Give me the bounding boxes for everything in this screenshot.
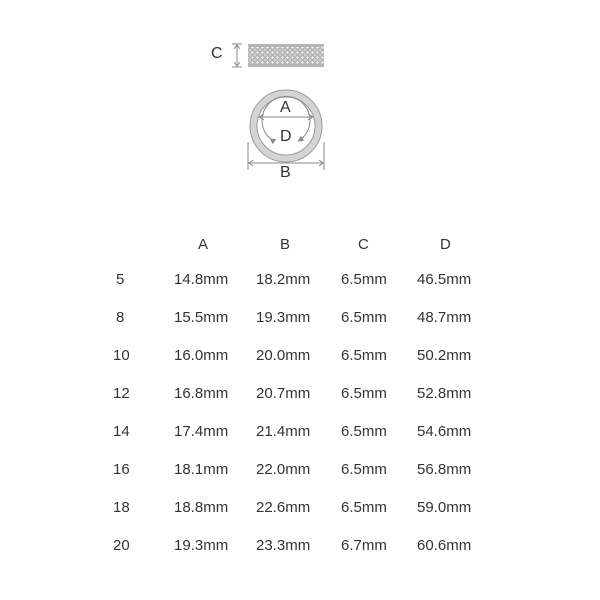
header-b: B bbox=[280, 236, 291, 253]
header-d: D bbox=[440, 236, 451, 253]
size-cell: 16 bbox=[113, 461, 130, 478]
table-row bbox=[0, 385, 600, 407]
header-c: C bbox=[358, 236, 369, 253]
a-cell: 14.8mm bbox=[174, 271, 229, 288]
size-cell: 10 bbox=[113, 347, 130, 364]
ring-illustration bbox=[0, 0, 600, 200]
table-row bbox=[0, 499, 600, 521]
c-cell: 6.5mm bbox=[341, 309, 387, 326]
label-c: C bbox=[211, 45, 223, 62]
c-cell: 6.5mm bbox=[341, 347, 387, 364]
table-row bbox=[0, 537, 600, 559]
table-row bbox=[0, 461, 600, 483]
a-cell: 16.0mm bbox=[174, 347, 229, 364]
size-cell: 8 bbox=[116, 309, 125, 326]
table-row bbox=[0, 423, 600, 445]
b-cell: 20.0mm bbox=[256, 347, 311, 364]
size-cell: 20 bbox=[113, 537, 130, 554]
b-cell: 21.4mm bbox=[256, 423, 311, 440]
table-row bbox=[0, 309, 600, 331]
table-header bbox=[0, 236, 600, 258]
d-cell: 60.6mm bbox=[417, 537, 472, 554]
d-cell: 56.8mm bbox=[417, 461, 472, 478]
b-cell: 23.3mm bbox=[256, 537, 311, 554]
size-cell: 18 bbox=[113, 499, 130, 516]
label-b: B bbox=[280, 164, 291, 181]
label-d: D bbox=[280, 128, 292, 145]
d-cell: 48.7mm bbox=[417, 309, 472, 326]
size-cell: 5 bbox=[116, 271, 125, 288]
table-row bbox=[0, 271, 600, 293]
d-cell: 46.5mm bbox=[417, 271, 472, 288]
label-a: A bbox=[280, 99, 291, 116]
size-cell: 12 bbox=[113, 385, 130, 402]
ring-dimension-diagram bbox=[0, 0, 600, 200]
a-cell: 16.8mm bbox=[174, 385, 229, 402]
a-cell: 15.5mm bbox=[174, 309, 229, 326]
a-cell: 18.1mm bbox=[174, 461, 229, 478]
size-cell: 14 bbox=[113, 423, 130, 440]
c-cell: 6.7mm bbox=[341, 537, 387, 554]
b-cell: 22.6mm bbox=[256, 499, 311, 516]
c-cell: 6.5mm bbox=[341, 461, 387, 478]
table-row bbox=[0, 347, 600, 369]
a-cell: 17.4mm bbox=[174, 423, 229, 440]
d-cell: 50.2mm bbox=[417, 347, 472, 364]
a-cell: 18.8mm bbox=[174, 499, 229, 516]
b-cell: 19.3mm bbox=[256, 309, 311, 326]
b-cell: 18.2mm bbox=[256, 271, 311, 288]
a-cell: 19.3mm bbox=[174, 537, 229, 554]
c-cell: 6.5mm bbox=[341, 499, 387, 516]
d-cell: 54.6mm bbox=[417, 423, 472, 440]
d-cell: 59.0mm bbox=[417, 499, 472, 516]
b-cell: 22.0mm bbox=[256, 461, 311, 478]
b-cell: 20.7mm bbox=[256, 385, 311, 402]
c-cell: 6.5mm bbox=[341, 423, 387, 440]
c-cell: 6.5mm bbox=[341, 385, 387, 402]
header-a: A bbox=[198, 236, 209, 253]
d-cell: 52.8mm bbox=[417, 385, 472, 402]
c-cell: 6.5mm bbox=[341, 271, 387, 288]
